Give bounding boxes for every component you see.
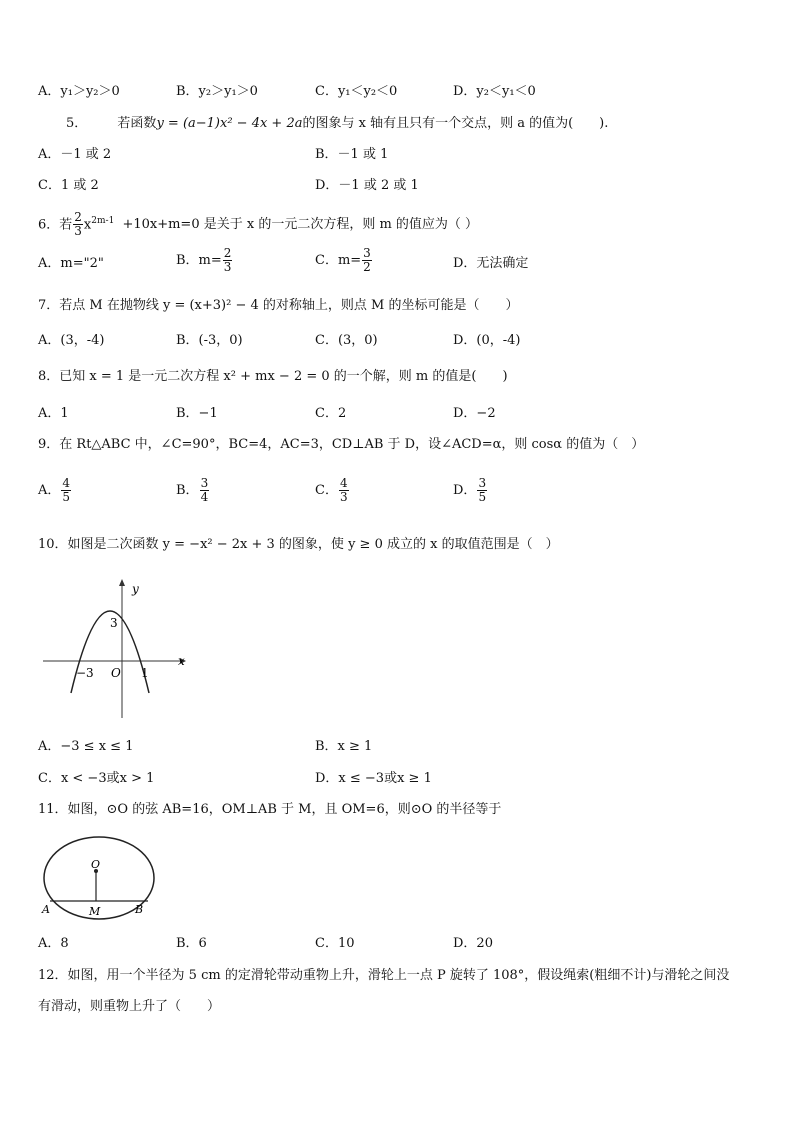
q6-option-b-fraction — [223, 247, 233, 274]
label-a: A — [42, 903, 50, 916]
q9-c-num: 4 — [339, 476, 348, 490]
q5-stem — [66, 115, 608, 133]
q11-option-a: A．8 — [38, 936, 69, 951]
q6-frac-num: 2 — [74, 210, 82, 225]
q12-stem-line2: 有滑动，则重物上升了（ ） — [38, 999, 221, 1014]
q7-option-c: C．(3，0) — [315, 333, 378, 348]
q9-b-den: 4 — [200, 490, 209, 504]
q5-prefix: 若函数 — [117, 116, 157, 131]
q6-prefix: 6．若 — [38, 217, 73, 233]
q4-option-b: B．y₂＞y₁＞0 — [176, 84, 258, 99]
q5-option-c: C．1 或 2 — [38, 178, 99, 193]
y-intercept-label: 3 — [110, 616, 118, 630]
q10-parabola-graph — [38, 575, 188, 723]
x-axis-label: x — [178, 654, 185, 668]
q9-option-b-fraction — [200, 477, 210, 504]
q11-option-b: B．6 — [176, 936, 207, 951]
q9-stem: 9．在 Rt△ABC 中，∠C=90°，BC=4，AC=3，CD⊥AB 于 D，设∠ACD=α，则 cosα 的值为（ ） — [38, 437, 645, 452]
q4-option-a: A．y₁＞y₂＞0 — [38, 84, 120, 99]
q10-option-a: A．−3 ≤ x ≤ 1 — [38, 739, 134, 754]
q9-d-den: 5 — [478, 490, 487, 504]
q9-option-c-fraction — [339, 477, 349, 504]
label-b: B — [135, 903, 144, 916]
q9-option-a — [38, 474, 72, 508]
q6-exponent: 2m-1 — [91, 216, 115, 226]
q8-option-b: B．−1 — [176, 406, 218, 421]
q6-c-den: 2 — [363, 260, 371, 274]
q9-d-num: 3 — [478, 476, 487, 490]
q8-option-c: C．2 — [315, 406, 347, 421]
q8-option-a: A．1 — [38, 406, 69, 421]
origin-label: O — [111, 666, 121, 680]
q10-stem: 10．如图是二次函数 y = −x² − 2x + 3 的图象，使 y ≥ 0 成立的 x 的取值范围是（ ） — [38, 537, 559, 552]
q6-c-num: 3 — [363, 246, 371, 260]
q6-b-num: 2 — [223, 246, 232, 260]
q4-option-c: C．y₁＜y₂＜0 — [315, 84, 398, 99]
q6-option-b-label: B．m= — [176, 253, 222, 268]
q9-option-a-label: A． — [38, 483, 61, 498]
y-axis-arrow — [119, 579, 125, 586]
q5-option-b: B．－1 或 1 — [315, 147, 389, 162]
q6-option-c-fraction — [362, 247, 372, 274]
q6-option-a: A．m="2" — [38, 256, 104, 271]
q4-option-d: D．y₂＜y₁＜0 — [453, 84, 536, 99]
q9-option-c — [315, 474, 350, 508]
q12-stem-line1: 12．如图，用一个半径为 5 cm 的定滑轮带动重物上升，滑轮上一点 P 旋转了 108°，假设绳索(粗细不计)与滑轮之间没 — [38, 968, 730, 983]
q6-option-c-label: C．m= — [315, 253, 362, 268]
tick-1-label: 1 — [141, 666, 149, 680]
q6-suffix: +10x+m=0 是关于 x 的一元二次方程，则 m 的值应为（ ） — [122, 217, 479, 233]
q9-option-c-label: C． — [315, 483, 338, 498]
y-axis-label: y — [132, 582, 139, 596]
q6-frac-den: 3 — [74, 224, 82, 239]
q9-a-den: 5 — [62, 490, 71, 504]
q5-formula: y = (a−1)x² − 4x + 2a — [156, 116, 303, 131]
q6-mid: x — [83, 217, 92, 233]
q6-option-c — [315, 246, 373, 276]
q9-option-b-label: B． — [176, 483, 199, 498]
label-m: M — [89, 905, 101, 918]
q5-option-d: D．－1 或 2 或 1 — [315, 178, 419, 193]
q7-option-d: D．(0，-4) — [453, 333, 521, 348]
q9-a-num: 4 — [62, 476, 71, 490]
q8-option-d: D．−2 — [453, 406, 496, 421]
q6-option-d: D．无法确定 — [453, 256, 529, 271]
q9-c-den: 3 — [339, 490, 348, 504]
q9-option-a-fraction — [61, 477, 71, 504]
q7-stem: 7．若点 M 在抛物线 y = (x+3)² − 4 的对称轴上，则点 M 的坐标可能是（ ） — [38, 298, 519, 313]
q11-option-c: C．10 — [315, 936, 355, 951]
q5-number: 5． — [66, 116, 88, 131]
q10-option-d: D．x ≤ −3或x ≥ 1 — [315, 771, 432, 786]
q6-stem — [38, 206, 478, 240]
q7-option-b: B．(-3，0) — [176, 333, 243, 348]
q9-option-d-fraction — [477, 477, 487, 504]
q11-option-d: D．20 — [453, 936, 493, 951]
q8-stem: 8．已知 x = 1 是一元二次方程 x² + mx − 2 = 0 的一个解，则 m 的值是( ) — [38, 369, 508, 384]
q11-stem: 11．如图，⊙O 的弦 AB=16，OM⊥AB 于 M，且 OM=6，则⊙O 的半径等于 — [38, 802, 502, 817]
q9-option-b — [176, 474, 210, 508]
q6-option-b — [176, 246, 233, 276]
q9-option-d-label: D． — [453, 483, 477, 498]
q5-option-a: A．－1 或 2 — [38, 147, 112, 162]
q10-option-b: B．x ≥ 1 — [315, 739, 373, 754]
q7-option-a: A．(3，-4) — [38, 333, 105, 348]
label-o: O — [91, 858, 101, 871]
q11-circle-figure — [36, 833, 164, 925]
q9-b-num: 3 — [200, 476, 209, 490]
q9-option-d — [453, 474, 488, 508]
q6-b-den: 3 — [223, 260, 232, 274]
tick-neg3-label: −3 — [76, 666, 94, 680]
q6-fraction — [73, 211, 83, 238]
q10-option-c: C．x < −3或x > 1 — [38, 771, 155, 786]
q5-suffix: 的图象与 x 轴有且只有一个交点，则 a 的值为( ). — [302, 116, 609, 131]
